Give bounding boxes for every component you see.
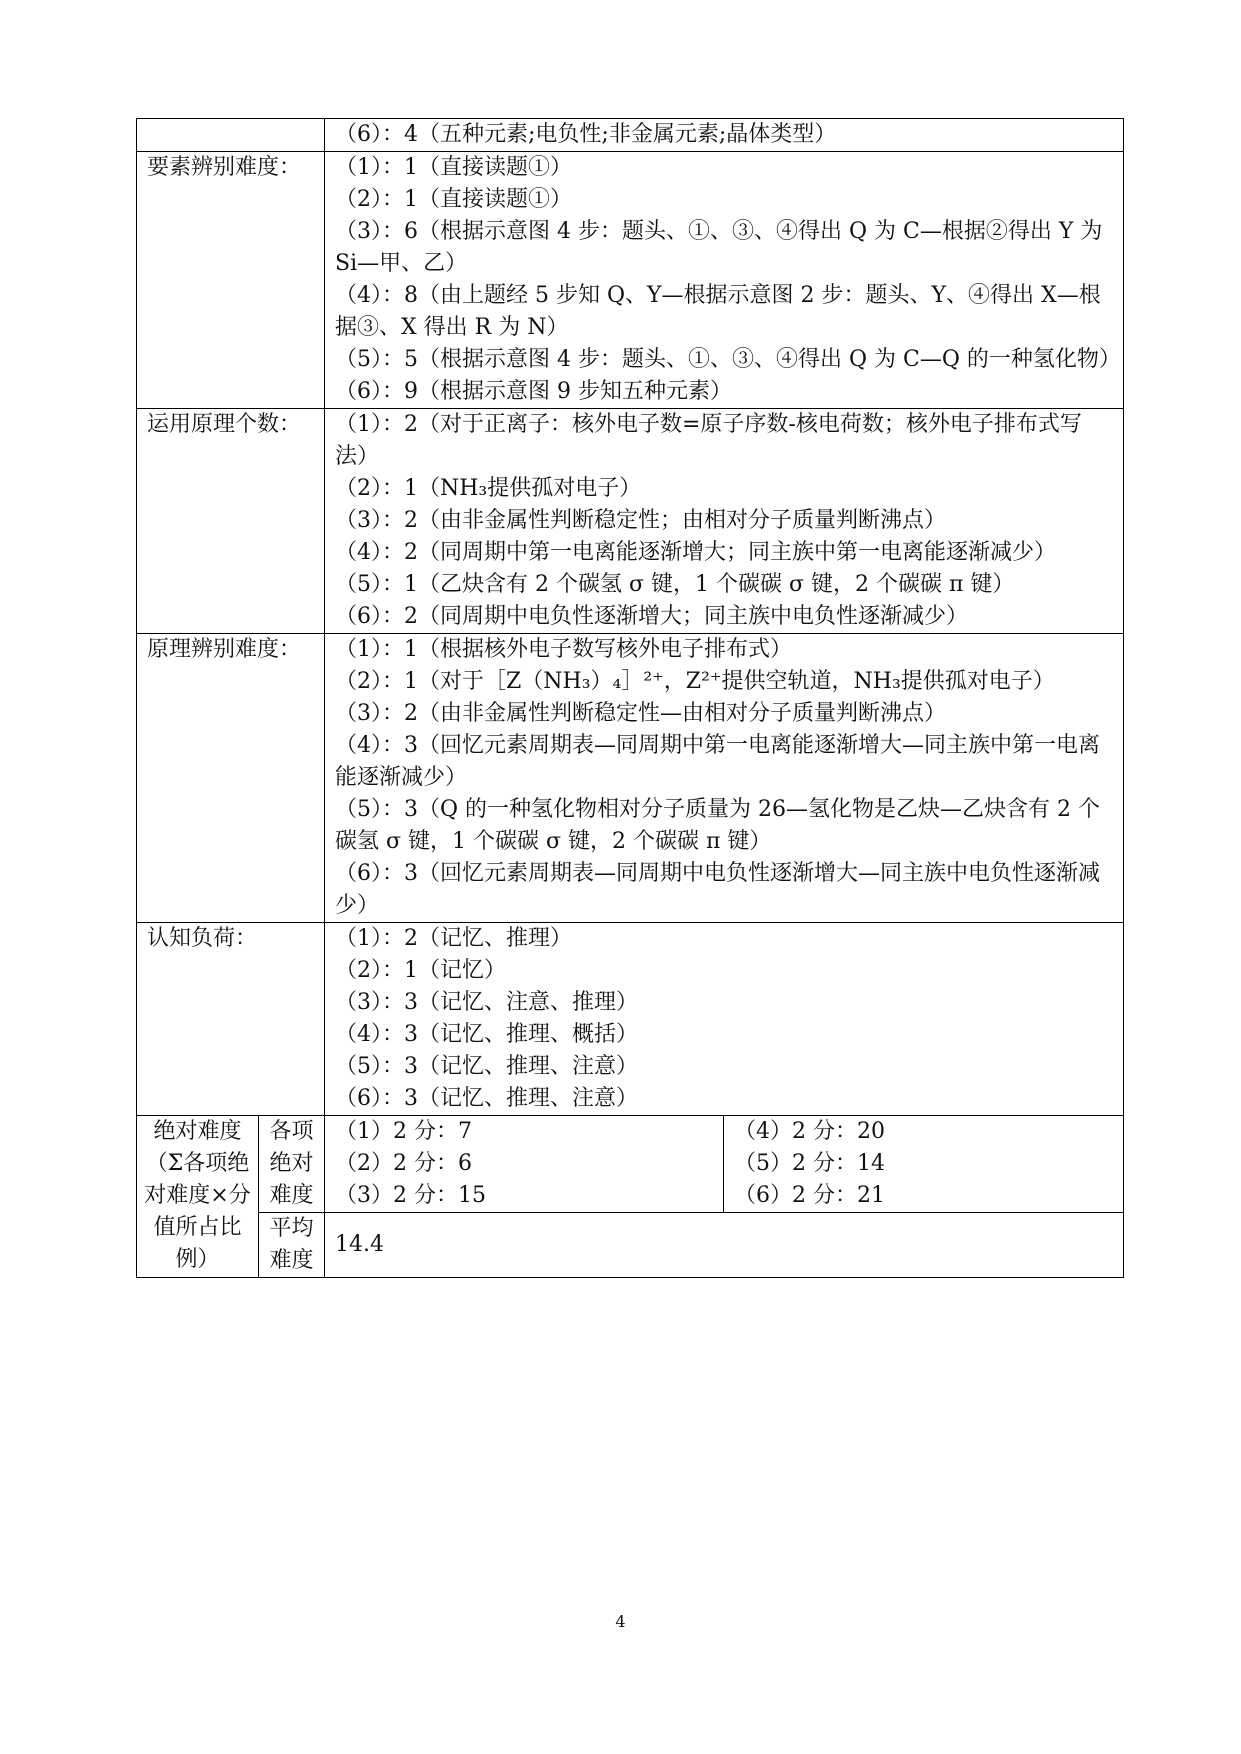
absolute-left-items xyxy=(325,1116,724,1213)
list-item: （5）：5（根据示意图 4 步：题头、①、③、④得出 Q 为 C—Q 的一种氢化物） xyxy=(335,347,1121,372)
principle-count-items xyxy=(325,409,1124,634)
list-item: （4）：8（由上题经 5 步知 Q、Y—根据示意图 2 步：题头、Y、④得出 X—根据③、X 得出 R 为 N） xyxy=(335,283,1101,340)
element-difficulty-items xyxy=(325,152,1124,409)
principle-count-label: 运用原理个数： xyxy=(137,409,325,634)
list-item: （3）：3（记忆、注意、推理） xyxy=(335,990,638,1015)
list-item: （2）：1（记忆） xyxy=(335,958,506,983)
list-item: （1）：2（记忆、推理） xyxy=(335,926,572,951)
list-item: （3）2 分：15 xyxy=(335,1183,486,1208)
row-absolute-average xyxy=(137,1213,1124,1278)
row-cognitive-load xyxy=(137,923,1124,1116)
list-item: （4）2 分：20 xyxy=(734,1119,885,1144)
list-item: （5）：3（记忆、推理、注意） xyxy=(335,1054,638,1079)
page-number: 4 xyxy=(615,1612,626,1631)
list-item: （3）：2（由非金属性判断稳定性—由相对分子质量判断沸点） xyxy=(335,701,946,726)
list-item: （1）：2（对于正离子：核外电子数=原子序数-核电荷数；核外电子排布式写法） xyxy=(335,412,1082,469)
principle-difficulty-label: 原理辨别难度： xyxy=(137,634,325,923)
list-item: （6）：3（回忆元素周期表—同周期中电负性逐渐增大—同主族中电负性逐渐减少） xyxy=(335,861,1100,918)
list-item: （4）：3（回忆元素周期表—同周期中第一电离能逐渐增大—同主族中第一电离能逐渐减少） xyxy=(335,733,1100,790)
cognitive-load-items xyxy=(325,923,1124,1116)
list-item: （6）：2（同周期中电负性逐渐增大；同主族中电负性逐渐减少） xyxy=(335,604,968,629)
empty-label-cell xyxy=(137,119,325,152)
each-absolute-label: 各项绝对难度 xyxy=(259,1116,325,1213)
element-difficulty-label: 要素辨别难度： xyxy=(137,152,325,409)
list-item: （4）：3（记忆、推理、概括） xyxy=(335,1022,638,1047)
list-item: （2）2 分：6 xyxy=(335,1151,472,1176)
average-difficulty-value: 14.4 xyxy=(325,1213,1124,1278)
list-item: （6）：4（五种元素;电负性;非金属元素;晶体类型） xyxy=(335,122,837,147)
list-item: （6）：9（根据示意图 9 步知五种元素） xyxy=(335,379,732,404)
list-item: （3）：2（由非金属性判断稳定性；由相对分子质量判断沸点） xyxy=(335,508,946,533)
list-item: （2）：1（直接读题①） xyxy=(335,187,572,212)
row-element-difficulty xyxy=(137,152,1124,409)
list-item: （1）：1（直接读题①） xyxy=(335,155,572,180)
row-principle-difficulty xyxy=(137,634,1124,923)
list-item: （1）：1（根据核外电子数写核外电子排布式） xyxy=(335,637,792,662)
row-principle-count xyxy=(137,409,1124,634)
list-item: （3）：6（根据示意图 4 步：题头、①、③、④得出 Q 为 C—根据②得出 Y 为 Si—甲、乙） xyxy=(335,219,1103,276)
list-item: （5）2 分：14 xyxy=(734,1151,885,1176)
absolute-difficulty-label: 绝对难度（Σ各项绝对难度×分值所占比例） xyxy=(137,1116,259,1278)
principle-difficulty-items xyxy=(325,634,1124,923)
list-item: （6）2 分：21 xyxy=(734,1183,885,1208)
average-difficulty-label: 平均难度 xyxy=(259,1213,325,1278)
top-item-cell xyxy=(325,119,1124,152)
list-item: （5）：1（乙炔含有 2 个碳氢 σ 键，1 个碳碳 σ 键，2 个碳碳 π 键） xyxy=(335,572,1015,597)
cognitive-load-label: 认知负荷： xyxy=(137,923,325,1116)
list-item: （1）2 分：7 xyxy=(335,1119,472,1144)
row-top-item xyxy=(137,119,1124,152)
list-item: （2）：1（对于［Z（NH₃）₄］²⁺，Z²⁺提供空轨道，NH₃提供孤对电子） xyxy=(335,669,1055,694)
absolute-right-items xyxy=(724,1116,1124,1213)
list-item: （2）：1（NH₃提供孤对电子） xyxy=(335,476,642,501)
difficulty-analysis-table xyxy=(136,118,1124,1278)
list-item: （6）：3（记忆、推理、注意） xyxy=(335,1086,638,1111)
list-item: （4）：2（同周期中第一电离能逐渐增大；同主族中第一电离能逐渐减少） xyxy=(335,540,1056,565)
list-item: （5）：3（Q 的一种氢化物相对分子质量为 26—氢化物是乙炔—乙炔含有 2 个碳氢 σ 键，1 个碳碳 σ 键，2 个碳碳 π 键） xyxy=(335,797,1100,854)
row-absolute-each xyxy=(137,1116,1124,1213)
